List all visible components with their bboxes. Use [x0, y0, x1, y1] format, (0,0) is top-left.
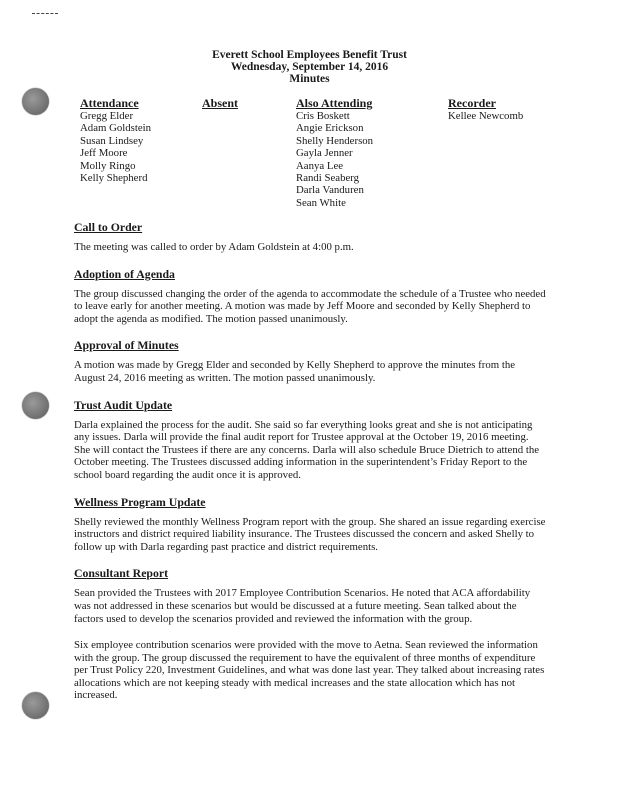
- section-paragraph: The meeting was called to order by Adam Goldstein at 4:00 p.m.: [74, 241, 354, 253]
- person-name: Angie Erickson: [296, 122, 364, 135]
- section-title: Wellness Program Update: [74, 494, 206, 509]
- org-name: Everett School Employees Benefit Trust: [212, 49, 407, 61]
- section-title: Consultant Report: [74, 566, 169, 581]
- attendance-list: [80, 110, 151, 184]
- person-name: Darla Vanduren: [296, 184, 364, 197]
- person-name: Susan Lindsey: [80, 134, 144, 147]
- person-name: Kellee Newcomb: [448, 110, 524, 122]
- absent-column: [202, 97, 238, 110]
- punch-hole-bottom: [22, 692, 49, 719]
- meeting-date: Wednesday, September 14, 2016: [230, 61, 389, 73]
- also-attending-list: [296, 110, 373, 209]
- person-name: Shelly Henderson: [296, 134, 374, 147]
- minutes-body: [74, 221, 546, 716]
- recorder-column: [448, 97, 523, 122]
- section-paragraph: Six employee contribution scenarios were provided with the move to Aetna. Sean reviewed the information with the group. The group discussed the requirement to have the equivalent of three months of expenditure per Trust Policy 220, Investment Guidelines, and what was done last year. They talked about increasing rates allocations which are not keeping steady with medical increases and the state allocation which has not increased.: [74, 639, 545, 702]
- also-attending-heading: Also Attending: [296, 96, 373, 110]
- section-title: Call to Order: [74, 220, 143, 234]
- person-name: Randi Seaberg: [296, 172, 360, 185]
- punch-hole-middle: [22, 392, 49, 419]
- recorder-heading: Recorder: [448, 96, 496, 110]
- scan-mark: [32, 13, 58, 16]
- document-header: [0, 49, 619, 85]
- person-name: Kelly Shepherd: [80, 172, 148, 185]
- section-paragraph: Sean provided the Trustees with 2017 Employee Contribution Scenarios. He noted that ACA affordability was not addressed in these scenarios but would be discussed at a future meeting. Sean talked about the factors used to develop the scenarios provided and reviewed the information with the group.: [74, 587, 531, 625]
- recorder-list: [448, 110, 523, 122]
- attendance-column: [80, 97, 151, 184]
- punch-hole-top: [22, 88, 49, 115]
- section-paragraph: The group discussed changing the order of the agenda to accommodate the schedule of a Trustee who needed to leave early for another meeting. A motion was made by Jeff Moore and seconded by Kelly Shepherd to adopt the agenda as modified. The motion passed unanimously.: [74, 287, 546, 325]
- attendance-heading: Attendance: [80, 96, 139, 110]
- section-title: Approval of Minutes: [74, 338, 179, 353]
- person-name: Jeff Moore: [80, 147, 128, 160]
- person-name: Sean White: [296, 196, 346, 209]
- section-paragraph: A motion was made by Gregg Elder and seconded by Kelly Shepherd to approve the minutes from the August 24, 2016 meeting as written. The motion passed unanimously.: [74, 359, 516, 384]
- person-name: Cris Boskett: [296, 110, 350, 122]
- section-title: Adoption of Agenda: [74, 266, 175, 281]
- person-name: Adam Goldstein: [80, 122, 152, 135]
- section-paragraph: Shelly reviewed the monthly Wellness Program report with the group. She shared an issue regarding exercise instructors and district required liability insurance. The Trustees discussed the concern and asked Shelly to follow up with Darla regarding past practice and district requirements.: [74, 515, 546, 553]
- person-name: Aanya Lee: [296, 159, 344, 172]
- document-type: Minutes: [289, 73, 330, 85]
- also-attending-column: [296, 97, 373, 209]
- absent-heading: Absent: [202, 96, 239, 110]
- person-name: Gregg Elder: [80, 110, 134, 122]
- person-name: Gayla Jenner: [296, 147, 353, 160]
- person-name: Molly Ringo: [80, 159, 136, 172]
- section-title: Trust Audit Update: [74, 397, 173, 412]
- section-paragraph: Darla explained the process for the audit. She said so far everything looks great and she is not anticipating any issues. Darla will provide the final audit report for Trustee approval at the October 19, 2016 meeting. She will contact the Trustees if there are any concerns. Darla will also schedule Bruce Dietrich to attend the October meeting. The Trustees discussed adding information in the superintendent’s Friday Report to the school board regarding the audit once it is approved.: [74, 418, 540, 481]
